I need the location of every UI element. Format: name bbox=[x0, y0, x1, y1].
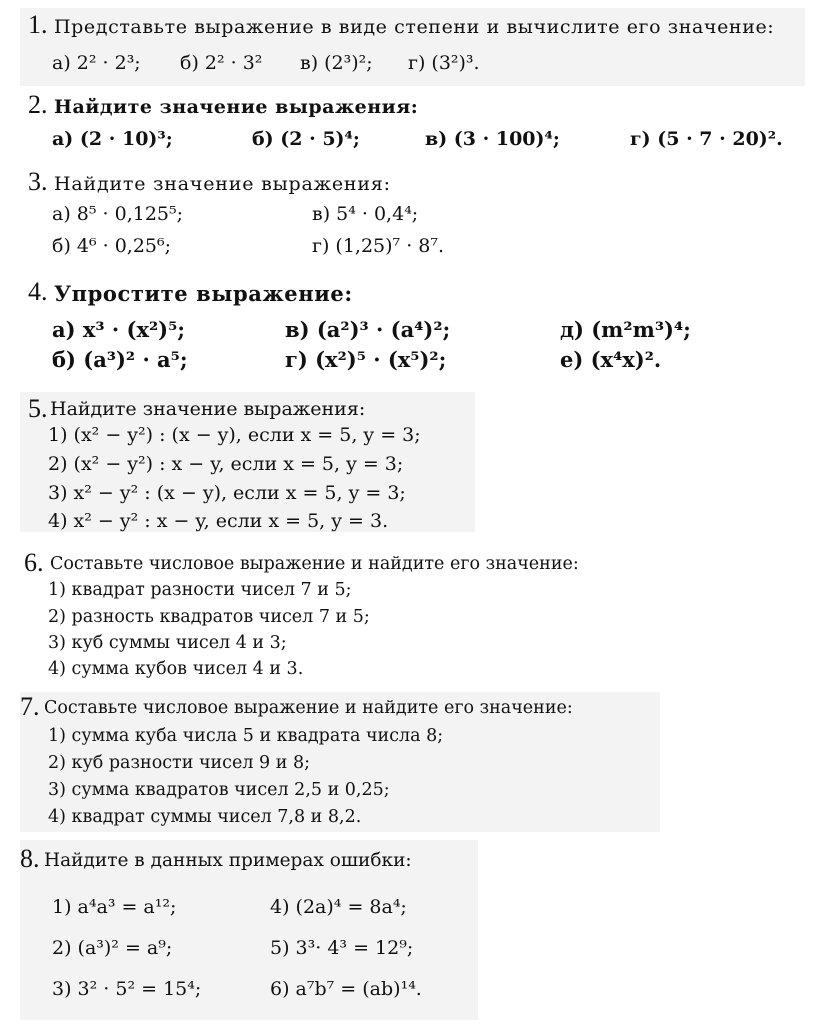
task-title: Найдите значение выражения: bbox=[50, 398, 366, 420]
task-item: а) x³ · (x²)⁵; bbox=[52, 317, 186, 342]
task-item: е) (x⁴x)². bbox=[560, 347, 662, 372]
task-item: в) (a²)³ · (a⁴)²; bbox=[285, 317, 451, 342]
task-title: Составьте числовое выражение и найдите его значение: bbox=[44, 698, 573, 718]
task-item: 1) (x² − y²) : (x − y), если x = 5, y = 3; bbox=[48, 424, 421, 446]
task-number: 7. bbox=[20, 692, 40, 721]
task-item: а) 8⁵ · 0,125⁵; bbox=[52, 203, 184, 225]
task-item: 4) x² − y² : x − y, если x = 5, y = 3. bbox=[48, 510, 389, 532]
task-5 bbox=[20, 392, 475, 532]
task-6 bbox=[20, 548, 670, 684]
task-item: 6) a⁷b⁷ = (ab)¹⁴. bbox=[270, 978, 422, 1000]
task-item: г) (x²)⁵ · (x⁵)²; bbox=[285, 347, 447, 372]
task-number: 1. bbox=[28, 10, 48, 39]
task-title: Найдите в данных примерах ошибки: bbox=[44, 850, 412, 871]
task-4 bbox=[20, 275, 810, 385]
task-item: а) 2² · 2³; bbox=[52, 52, 141, 74]
task-number: 6. bbox=[24, 548, 44, 577]
task-item: в) (3 · 100)⁴; bbox=[425, 128, 560, 150]
task-title: Представьте выражение в виде степени и вычислите его значение: bbox=[54, 16, 775, 38]
task-item: б) 4⁶ · 0,25⁶; bbox=[52, 235, 172, 257]
task-item: г) (5 · 7 · 20)². bbox=[630, 128, 783, 150]
task-item: а) (2 · 10)³; bbox=[52, 128, 173, 150]
task-item: 3) 3² · 5² = 15⁴; bbox=[52, 978, 202, 1000]
task-item: 2) (x² − y²) : x − y, если x = 5, y = 3; bbox=[48, 453, 404, 475]
task-item: г) (1,25)⁷ · 8⁷. bbox=[312, 235, 445, 257]
task-item: 1) квадрат разности чисел 7 и 5; bbox=[48, 580, 352, 600]
task-title: Упростите выражение: bbox=[54, 281, 353, 306]
task-3 bbox=[20, 165, 520, 265]
task-item: 3) сумма квадратов чисел 2,5 и 0,25; bbox=[48, 780, 390, 800]
task-item: 5) 3³· 4³ = 12⁹; bbox=[270, 937, 414, 959]
task-title: Найдите значение выражения: bbox=[54, 96, 419, 118]
task-item: в) (2³)²; bbox=[300, 52, 373, 74]
task-item: г) (3²)³. bbox=[408, 52, 480, 74]
task-item: 2) разность квадратов чисел 7 и 5; bbox=[48, 607, 370, 627]
task-item: 1) сумма куба числа 5 и квадрата числа 8; bbox=[48, 726, 444, 746]
task-number: 5. bbox=[28, 394, 48, 423]
task-number: 8. bbox=[20, 844, 40, 873]
task-item: б) (a³)² · a⁵; bbox=[52, 347, 188, 372]
task-number: 3. bbox=[28, 167, 48, 196]
task-1 bbox=[20, 8, 805, 86]
task-number: 4. bbox=[28, 277, 48, 306]
task-title: Найдите значение выражения: bbox=[54, 173, 391, 195]
task-7 bbox=[20, 692, 660, 832]
task-item: б) 2² · 3² bbox=[180, 52, 263, 74]
task-item: 4) (2a)⁴ = 8a⁴; bbox=[270, 896, 407, 918]
task-number: 2. bbox=[28, 90, 48, 119]
task-item: д) (m²m³)⁴; bbox=[560, 317, 691, 342]
task-2 bbox=[20, 88, 810, 160]
task-8 bbox=[20, 840, 478, 1020]
task-item: 4) квадрат суммы чисел 7,8 и 8,2. bbox=[48, 807, 362, 827]
task-item: 1) a⁴a³ = a¹²; bbox=[52, 896, 177, 918]
task-item: б) (2 · 5)⁴; bbox=[252, 128, 360, 150]
task-item: 4) сумма кубов чисел 4 и 3. bbox=[48, 659, 304, 679]
task-item: 3) x² − y² : (x − y), если x = 5, y = 3; bbox=[48, 482, 406, 504]
task-item: 2) (a³)² = a⁹; bbox=[52, 937, 173, 959]
task-title: Составьте числовое выражение и найдите его значение: bbox=[50, 554, 579, 574]
task-item: 3) куб суммы чисел 4 и 3; bbox=[48, 633, 287, 653]
task-item: в) 5⁴ · 0,4⁴; bbox=[312, 203, 419, 225]
task-item: 2) куб разности чисел 9 и 8; bbox=[48, 753, 310, 773]
